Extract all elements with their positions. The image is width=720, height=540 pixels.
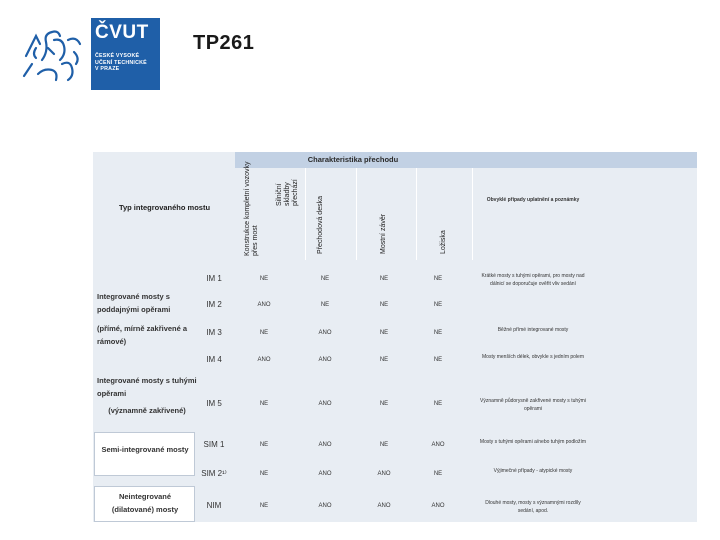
cvut-seal-icon [18,18,88,90]
table-cell: NE [259,442,269,448]
column-header-skladby: Silniční skladby přechází [276,179,299,206]
column-header-loziska: Ložiska [440,230,447,254]
table-cell: NE [259,503,269,509]
table-cell: ANO [318,330,332,336]
table-cell: NE [320,276,330,282]
row-note: Výjimečné případy - atypické mosty [493,468,573,474]
cvut-brand-block [91,18,160,90]
table-cell: NE [379,302,389,308]
page-title: TP261 [193,32,255,54]
row-code: IM 1 [206,274,222,283]
row-code: NIM [206,501,222,510]
row-note: Mosty s tuhými opěrami a/nebo tuhým podložím [479,439,587,445]
row-code: IM 2 [206,300,222,309]
table-cell: ANO [257,357,271,363]
table-cell: ANO [431,442,445,448]
cvut-logo [18,18,160,90]
table-cell: ANO [377,503,391,509]
table-cell: ANO [318,357,332,363]
grid-divider [472,168,473,260]
grid-divider [416,168,417,260]
table-cell: NE [379,442,389,448]
cvut-logo-text: ČVUT [95,22,149,43]
group-label-neintegrovane: Neintegrované (dilatované) mosty [111,492,179,514]
row-code: IM 5 [206,399,222,408]
table-cell: NE [259,276,269,282]
cvut-logo-subtext: ČESKÉ VYSOKÉ UČENÍ TECHNICKÉ V PRAZE [95,53,147,73]
table-cell: NE [259,401,269,407]
column-header-prechodova-deska: Přechodová deska [317,196,324,254]
table-cell: ANO [318,503,332,509]
table-cell: NE [379,276,389,282]
column-header-kompletni-vozovka: Konstrukce kompletní vozovky přes most [244,161,259,256]
row-note: Mosty menších délek, obvykle s jedním polem [482,354,584,360]
table-cell: NE [320,302,330,308]
table-cell: NE [433,302,443,308]
table-title: Charakteristika přechodu [307,155,399,164]
group-label-poddajne: Integrované mosty s poddajnými opěrami (přímé, mírně zakřivené a rámové) [97,292,188,346]
table-cell: NE [433,276,443,282]
row-code: SIM 1 [203,440,225,449]
row-code: IM 3 [206,328,222,337]
row-note: Běžné přímé integrované mosty [497,327,569,333]
table-cell: NE [379,330,389,336]
table-cell: NE [259,330,269,336]
table-cell: ANO [257,302,271,308]
row-note: Dlouhé mosty, mosty s významnými rozdíly sedání, apod. [485,500,581,514]
notes-column-header: Obvyklé případy uplatnění a poznámky [486,197,580,203]
table-cell: ANO [318,401,332,407]
table-cell: NE [433,357,443,363]
grid-divider [356,168,357,260]
table-cell: ANO [377,471,391,477]
row-code: IM 4 [206,355,222,364]
table-cell: NE [433,330,443,336]
row-note: Významně půdorysně zakřivené mosty s tuhými opěrami [480,398,586,412]
table-cell: NE [433,401,443,407]
column-header-mostni-zaver: Mostní závěr [380,213,387,254]
group-label-semi: Semi-integrované mosty [101,445,189,454]
table-cell: NE [379,401,389,407]
row-code: SIM 2¹⁾ [201,469,227,478]
table-cell: ANO [318,442,332,448]
table-cell: NE [259,471,269,477]
table-cell: ANO [318,471,332,477]
table-cell: NE [379,357,389,363]
grid-divider [305,168,306,260]
table-cell: ANO [431,503,445,509]
row-note: Krátké mosty s tuhými opěrami, pro mosty nad dálnicí se doporučuje ověřit vliv sedání [481,273,585,287]
type-column-header: Typ integrovaného mostu [118,203,211,212]
table-cell: NE [433,471,443,477]
group-label-tuhe: Integrované mosty s tuhými opěrami (významně zakřivené) [97,376,197,415]
